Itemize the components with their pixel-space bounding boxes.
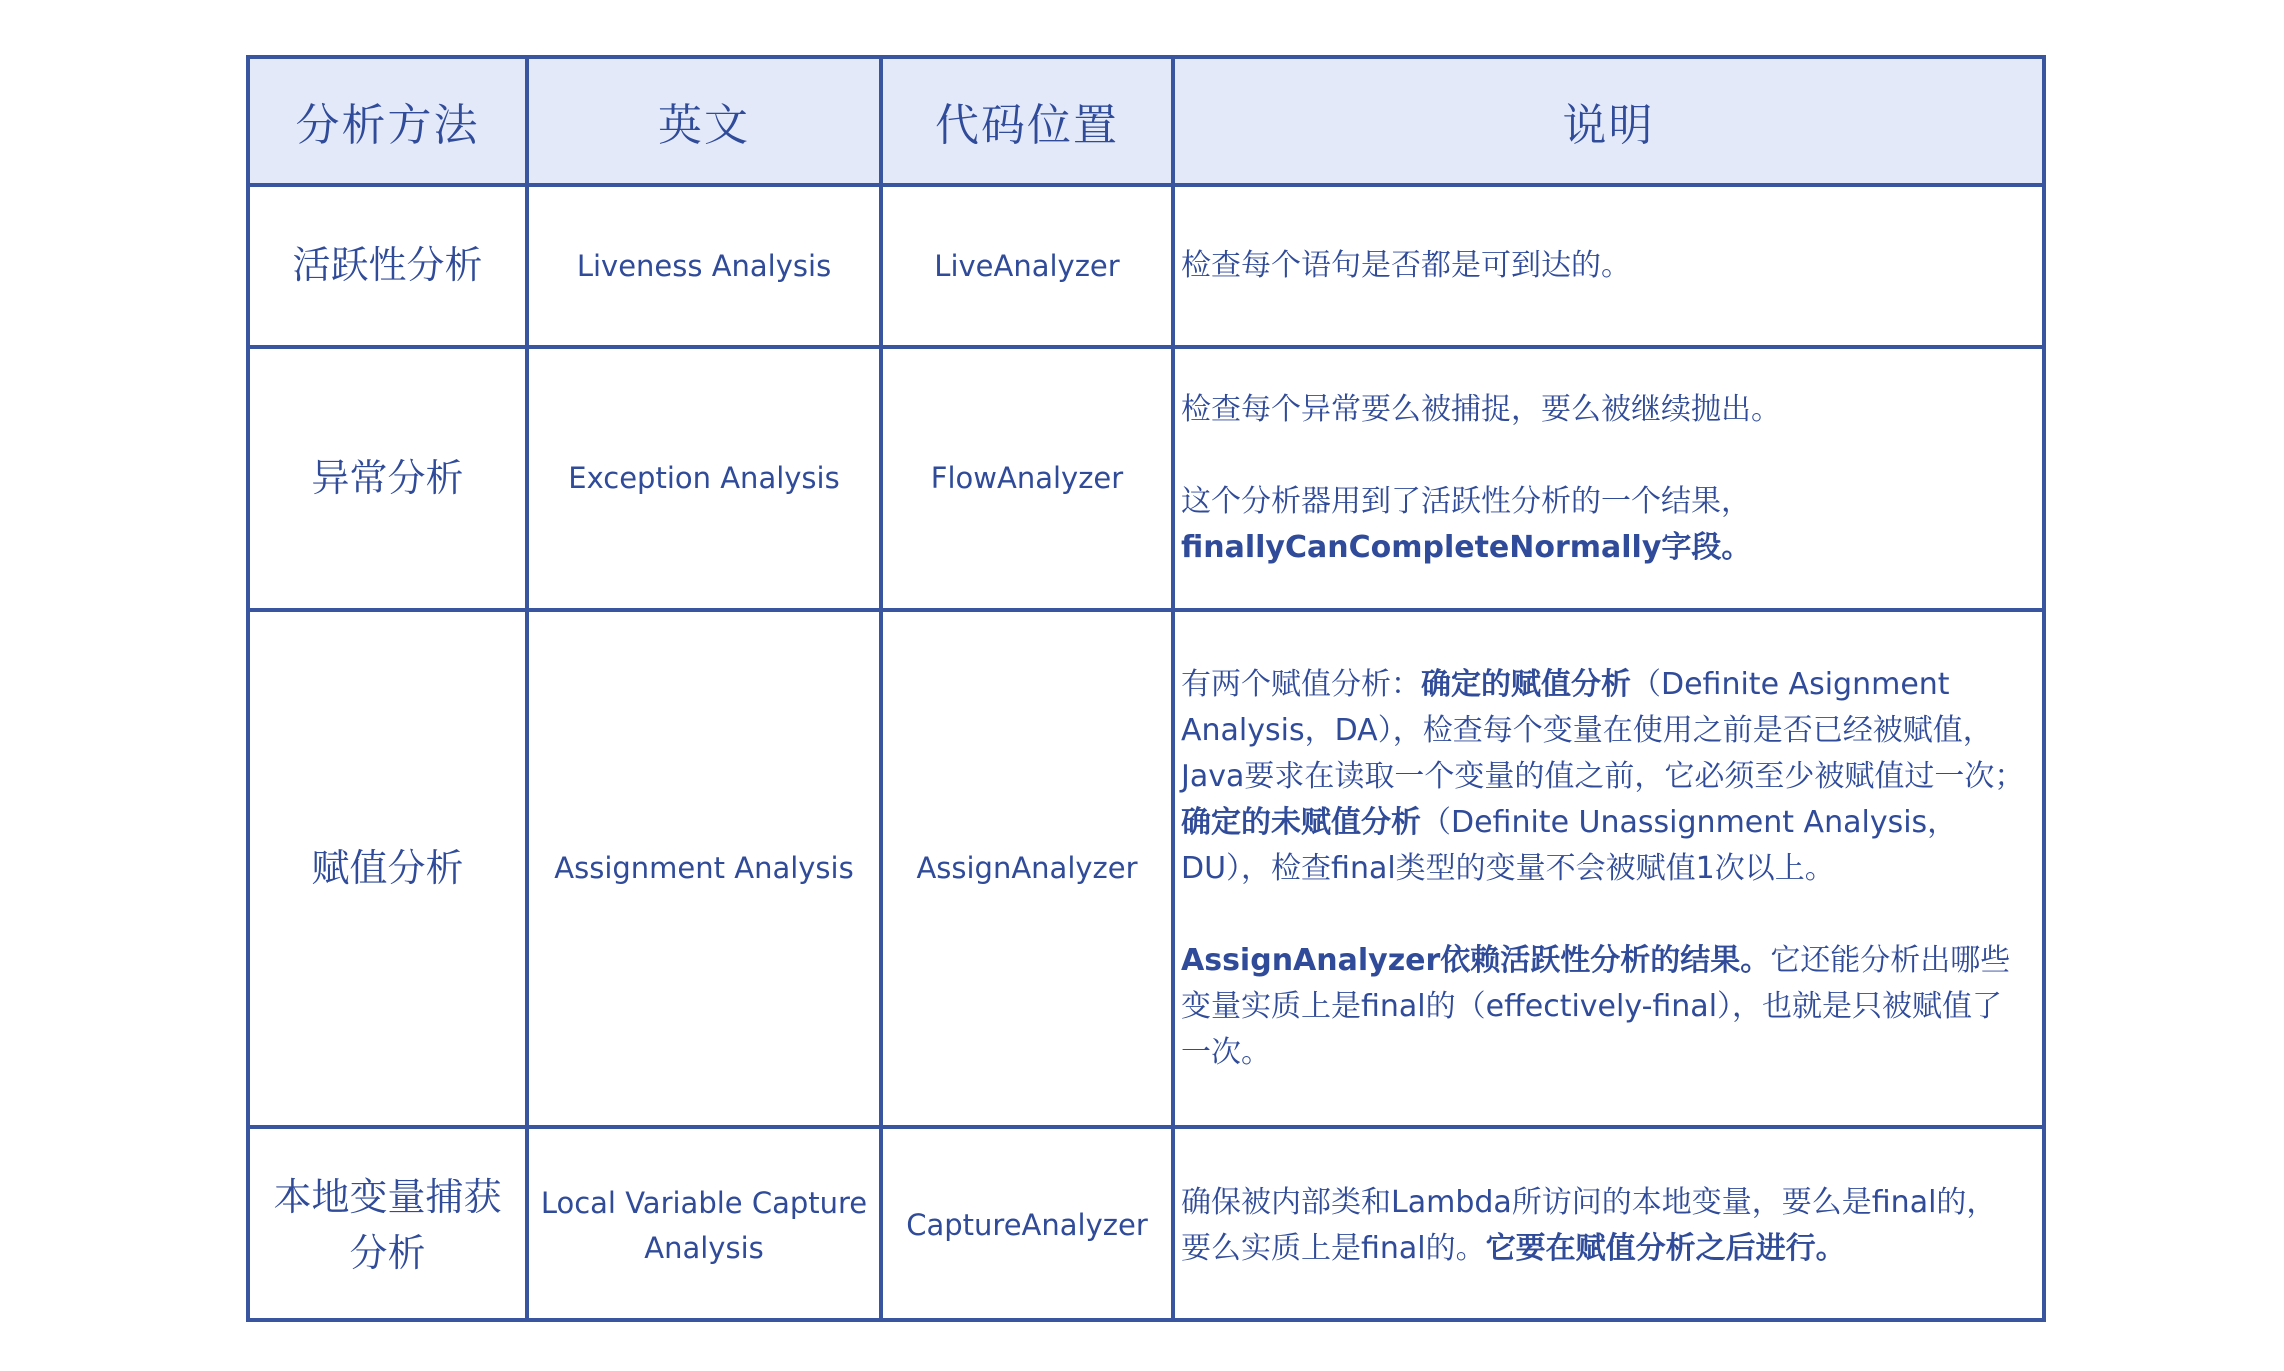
description-bold-text: AssignAnalyzer依赖活跃性分析的结果。 <box>1181 942 1771 978</box>
english-cell: Assignment Analysis <box>527 610 881 1127</box>
table-row <box>250 347 2042 610</box>
english-cell: Exception Analysis <box>527 347 881 610</box>
description-paragraph <box>1181 938 2026 1076</box>
method-cell: 本地变量捕获分析 <box>250 1127 527 1322</box>
header-method: 分析方法 <box>250 59 527 185</box>
english-cell: Liveness Analysis <box>527 185 881 347</box>
description-cell <box>1173 610 2042 1127</box>
code-cell: LiveAnalyzer <box>881 185 1173 347</box>
table-row <box>250 185 2042 347</box>
code-cell: FlowAnalyzer <box>881 347 1173 610</box>
table-header-row <box>250 59 2042 185</box>
analysis-table <box>250 59 2042 1322</box>
description-text: 确保被内部类和Lambda所访问的本地变量，要么是final的，要么实质上是final的。 <box>1181 1184 1997 1266</box>
description-text: 有两个赋值分析： <box>1181 666 1421 702</box>
header-description: 说明 <box>1173 59 2042 185</box>
method-cell: 活跃性分析 <box>250 185 527 347</box>
description-text: 这个分析器用到了活跃性分析的一个结果， <box>1181 483 1751 519</box>
description-paragraph <box>1181 1180 2026 1272</box>
header-english: 英文 <box>527 59 881 185</box>
description-text: 检查每个语句是否都是可到达的。 <box>1181 248 1631 283</box>
description-bold-text: 确定的赋值分析 <box>1421 666 1631 702</box>
code-cell: AssignAnalyzer <box>881 610 1173 1127</box>
method-cell: 赋值分析 <box>250 610 527 1127</box>
english-cell: Local Variable Capture Analysis <box>527 1127 881 1322</box>
description-cell <box>1173 1127 2042 1322</box>
method-cell: 异常分析 <box>250 347 527 610</box>
description-bold-text: 确定的未赋值分析 <box>1181 804 1421 840</box>
header-code-location: 代码位置 <box>881 59 1173 185</box>
description-text: （Definite Unassignment Analysis，DU），检查final类型的变量不会被赋值1次以上。 <box>1181 804 1958 886</box>
description-text: （Definite Asignment Analysis，DA），检查每个变量在使用之前是否已经被赋值，Java要求在读取一个变量的值之前，它必须至少被赋值过一次； <box>1181 666 2025 794</box>
description-paragraph <box>1181 662 2026 892</box>
description-bold-text: 它要在赋值分析之后进行。 <box>1485 1230 1846 1266</box>
description-paragraph <box>1181 479 2026 571</box>
table-row <box>250 1127 2042 1322</box>
description-cell <box>1173 347 2042 610</box>
table-row <box>250 610 2042 1127</box>
analysis-table-container <box>246 55 2046 1322</box>
description-text: 检查每个异常要么被捕捉，要么被继续抛出。 <box>1181 391 1781 427</box>
description-text: 它还能分析出哪些变量实质上是final的（effectively-final），也就是只被赋值了一次。 <box>1181 942 2011 1070</box>
code-cell: CaptureAnalyzer <box>881 1127 1173 1322</box>
description-bold-text: finallyCanCompleteNormally字段。 <box>1181 529 1752 565</box>
description-cell <box>1173 185 2042 347</box>
